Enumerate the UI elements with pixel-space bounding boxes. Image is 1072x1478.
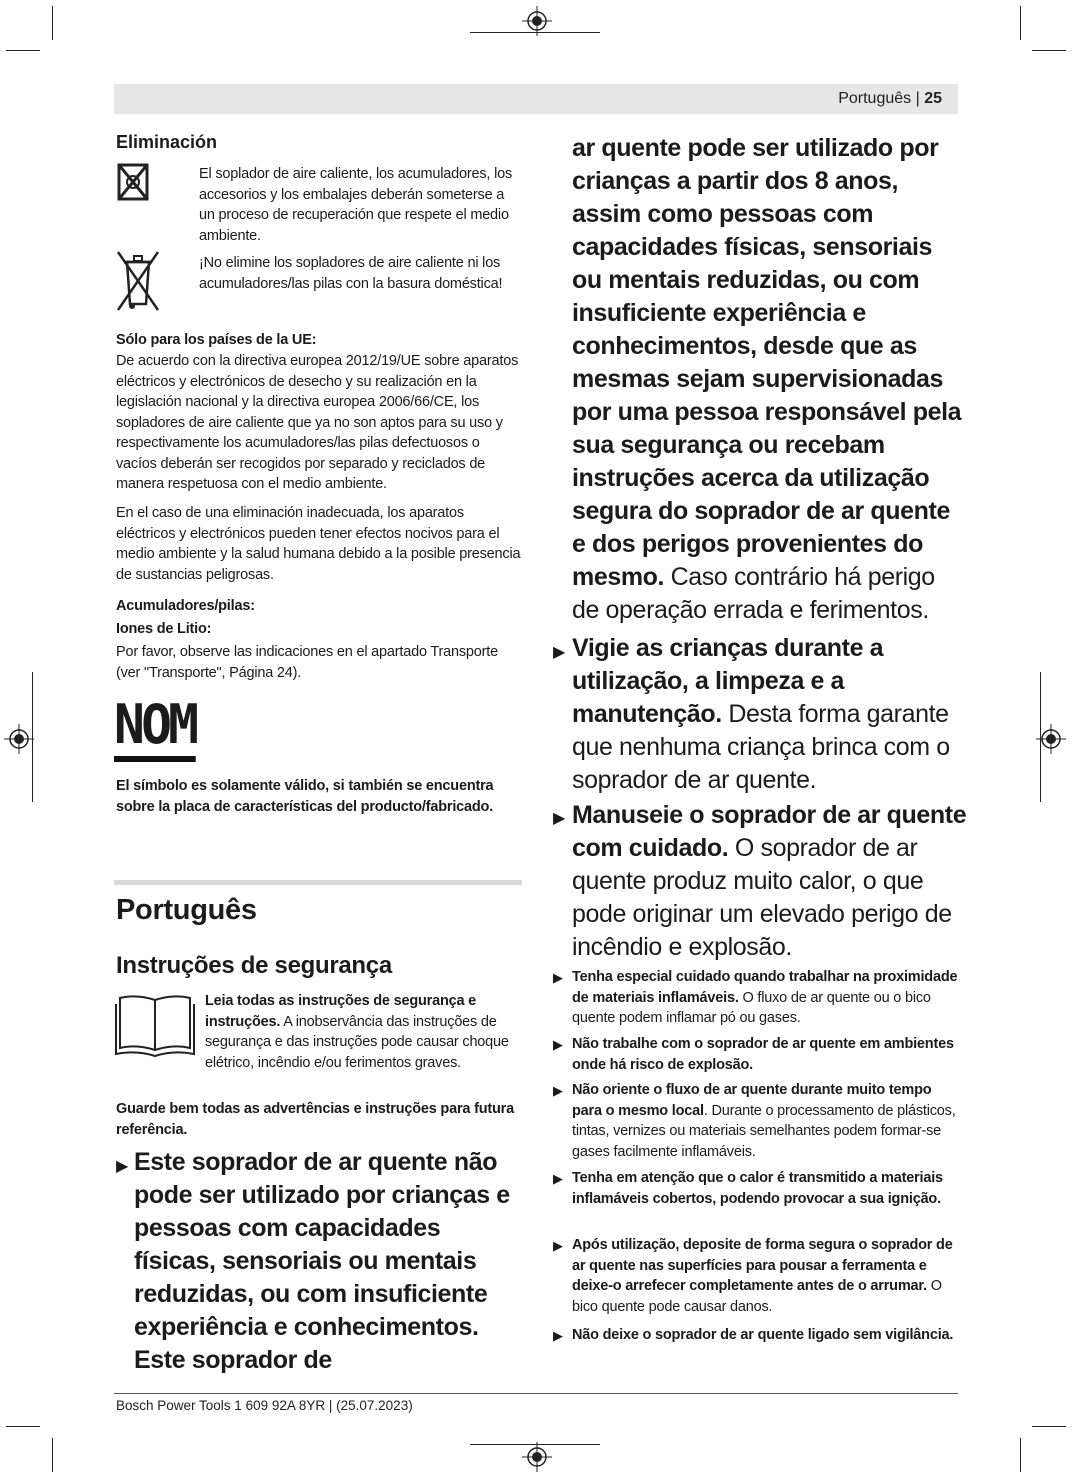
batteries-title: Acumuladores/pilas: bbox=[116, 598, 255, 614]
eu-title: Sólo para los países de la UE: bbox=[116, 332, 317, 348]
arrow-bullet-icon: ▶ bbox=[553, 1171, 563, 1186]
bullet-children-1: Este soprador de ar quente não pode ser utilizado por crianças e pessoas com capacidades físicas, sensoriais ou mentais reduzidas, ou com insuficiente experiência e conhecimentos. Este soprador de bbox=[134, 1148, 510, 1374]
header-bar bbox=[114, 84, 958, 114]
bullet-same-spot: Não oriente o fluxo de ar quente durante muito tempo para o mesmo local. Durante o processamento de plásticos, tintas, vernizes ou materiais semelhantes podem formar-se gases facilmente inflamáveis. bbox=[572, 1082, 956, 1160]
registration-mark-icon bbox=[522, 6, 552, 36]
bullet-after-use: Após utilização, deposite de forma segura o soprador de ar quente nas superfícies para pousar a ferramenta e deixe-o arrefecer completamente antes de o arrumar. O bico quente pode causar danos. bbox=[572, 1237, 953, 1315]
keep-instructions: Guarde bem todas as advertências e instruções para futura referência. bbox=[116, 1101, 514, 1138]
recycle-bin-crossed-icon bbox=[116, 162, 150, 202]
bullet-unattended: Não deixe o soprador de ar quente ligado sem vigilância. bbox=[572, 1327, 954, 1343]
elimination-paragraph-1: El soplador de aire caliente, los acumuladores, los accesorios y los embalajes deberán someterse a un proceso de recuperación que respete el medio ambiente. bbox=[199, 166, 513, 244]
bullet-handle-with-care: Manuseie o soprador de ar quente com cuidado. O soprador de ar quente produz muito calor, o que pode originar um elevado perigo de incêndio e explosão. bbox=[572, 801, 967, 961]
arrow-bullet-icon: ▶ bbox=[116, 1158, 129, 1175]
arrow-bullet-icon: ▶ bbox=[553, 1328, 563, 1343]
eu-paragraph-2: En el caso de una eliminación inadecuada, los aparatos eléctricos y electrónicos pueden tener efectos nocivos para el medio ambiente y la salud humana debido a la posible presencia de sustancias peligrosas. bbox=[116, 505, 521, 583]
safety-title: Instruções de segurança bbox=[116, 952, 392, 979]
registration-mark-icon bbox=[4, 724, 34, 754]
nom-note: El símbolo es solamente válido, si también se encuentra sobre la placa de características del producto/fabricado. bbox=[116, 778, 494, 815]
bullet-heat-transmission: Tenha em atenção que o calor é transmitido a materiais inflamáveis cobertos, podendo provocar a sua ignição. bbox=[572, 1170, 943, 1207]
bullet-children-continued: ar quente pode ser utilizado por crianças a partir dos 8 anos, assim como pessoas com capacidades físicas, sensoriais ou mentais reduzidas, ou com insuficiente experiência e conhecimentos, desde que as mesmas sejam supervisionadas por uma pessoa responsável pela sua segurança ou recebam instruções acerca da utilização segura do soprador de ar quente e dos perigos provenientes do mesmo. Caso contrário há perigo de operação errada e ferimentos. bbox=[572, 134, 962, 624]
arrow-bullet-icon: ▶ bbox=[553, 1238, 563, 1253]
read-instructions: Leia todas as instruções de segurança e instruções. A inobservância das instruções de segurança e das instruções pode causar choque elétrico, incêndio e/ou ferimentos graves. bbox=[205, 993, 509, 1071]
arrow-bullet-icon: ▶ bbox=[553, 644, 566, 661]
arrow-bullet-icon: ▶ bbox=[553, 810, 566, 827]
section-divider bbox=[114, 880, 522, 885]
lithium-title: Iones de Litio: bbox=[116, 621, 212, 637]
portuguese-title: Português bbox=[116, 894, 257, 926]
arrow-bullet-icon: ▶ bbox=[553, 970, 563, 985]
page-header: Português | 25 bbox=[838, 90, 942, 107]
elimination-paragraph-2: ¡No elimine los sopladores de aire caliente ni los acumuladores/las pilas con la basura doméstica! bbox=[199, 255, 503, 292]
footer-rule bbox=[114, 1393, 958, 1394]
bullet-supervise-children: Vigie as crianças durante a utilização, a limpeza e a manutenção. Desta forma garante que nenhuma criança brinca com o soprador de ar quente. bbox=[572, 634, 950, 794]
bullet-explosive-environment: Não trabalhe com o soprador de ar quente em ambientes onde há risco de explosão. bbox=[572, 1036, 954, 1073]
bullet-flammable-materials: Tenha especial cuidado quando trabalhar na proximidade de materiais inflamáveis. O fluxo de ar quente ou o bico quente podem inflamar pó ou gases. bbox=[572, 969, 958, 1026]
page-number: 25 bbox=[924, 90, 942, 107]
batteries-paragraph: Por favor, observe las indicaciones en el apartado Transporte (ver "Transporte", Página 24). bbox=[116, 644, 498, 681]
elimination-title: Eliminación bbox=[116, 132, 218, 152]
registration-mark-icon bbox=[522, 1442, 552, 1472]
wheelie-bin-crossed-icon bbox=[116, 250, 160, 312]
arrow-bullet-icon: ▶ bbox=[553, 1083, 563, 1098]
registration-mark-icon bbox=[1036, 724, 1066, 754]
nom-logo: NOM bbox=[114, 694, 195, 762]
arrow-bullet-icon: ▶ bbox=[553, 1037, 563, 1052]
eu-paragraph-1: De acuerdo con la directiva europea 2012/19/UE sobre aparatos eléctricos y electrónicos de desecho y su realización en la legislación nacional y la directiva europea 2006/66/CE, los sopladores de aire caliente que ya no son aptos para su uso y respectivamente los acumuladores/las pilas defectuosos o vacíos deberán ser recogidos por separado y reciclados de manera respetuosa con el medio ambiente. bbox=[116, 353, 519, 492]
footer-text: Bosch Power Tools 1 609 92A 8YR | (25.07.2023) bbox=[116, 1398, 413, 1413]
open-book-icon bbox=[114, 992, 196, 1060]
